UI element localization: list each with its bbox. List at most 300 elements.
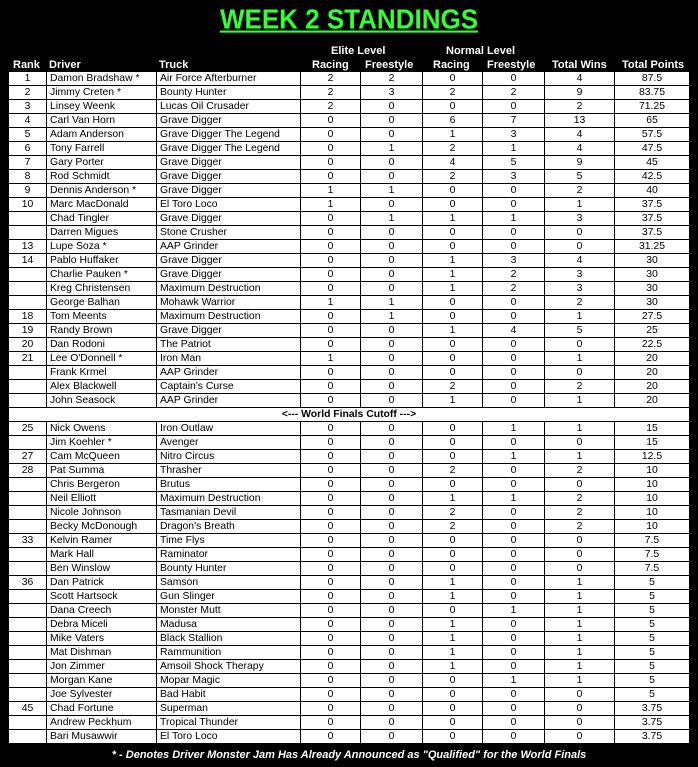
cell-normal-racing: 2 bbox=[423, 86, 483, 100]
cell-elite-racing: 0 bbox=[301, 394, 361, 408]
cell-elite-racing: 0 bbox=[301, 604, 361, 618]
cell-driver: Tony Farrell bbox=[47, 142, 157, 156]
cell-total-wins: 2 bbox=[545, 492, 615, 506]
table-row bbox=[9, 198, 690, 212]
cell-total-wins: 1 bbox=[545, 660, 615, 674]
cell-driver: Dana Creech bbox=[47, 604, 157, 618]
cell-total-points: 5 bbox=[615, 674, 690, 688]
cell-rank bbox=[9, 226, 47, 240]
cell-elite-freestyle: 0 bbox=[361, 240, 423, 254]
cell-total-wins: 0 bbox=[545, 716, 615, 730]
cell-total-wins: 0 bbox=[545, 478, 615, 492]
cell-elite-racing: 0 bbox=[301, 268, 361, 282]
cell-driver: Charlie Pauken * bbox=[47, 268, 157, 282]
cell-elite-freestyle: 0 bbox=[361, 422, 423, 436]
header-normal-level: Normal Level bbox=[446, 45, 516, 57]
cell-rank bbox=[9, 590, 47, 604]
cell-rank bbox=[9, 394, 47, 408]
cell-rank: 18 bbox=[9, 310, 47, 324]
cell-normal-freestyle: 7 bbox=[483, 114, 545, 128]
cell-total-points: 5 bbox=[615, 590, 690, 604]
cell-truck: AAP Grinder bbox=[157, 366, 301, 380]
cell-elite-freestyle: 0 bbox=[361, 380, 423, 394]
cell-rank: 19 bbox=[9, 324, 47, 338]
cell-rank: 7 bbox=[9, 156, 47, 170]
cell-rank: 14 bbox=[9, 254, 47, 268]
cell-rank bbox=[9, 296, 47, 310]
cell-truck: Avenger bbox=[157, 436, 301, 450]
cell-truck: Nitro Circus bbox=[157, 450, 301, 464]
cell-rank: 20 bbox=[9, 338, 47, 352]
cell-rank: 8 bbox=[9, 170, 47, 184]
cell-elite-racing: 0 bbox=[301, 254, 361, 268]
cell-total-points: 37.5 bbox=[615, 212, 690, 226]
cell-driver: John Seasock bbox=[47, 394, 157, 408]
cell-normal-racing: 0 bbox=[423, 296, 483, 310]
table-row bbox=[9, 170, 690, 184]
table-row bbox=[9, 338, 690, 352]
cell-driver: George Balhan bbox=[47, 296, 157, 310]
cell-truck: AAP Grinder bbox=[157, 394, 301, 408]
cell-driver: Marc MacDonald bbox=[47, 198, 157, 212]
cell-normal-racing: 1 bbox=[423, 268, 483, 282]
cell-normal-racing: 0 bbox=[423, 72, 483, 86]
header-truck: Truck bbox=[159, 59, 189, 71]
cell-elite-freestyle: 0 bbox=[361, 520, 423, 534]
cell-total-points: 3.75 bbox=[615, 702, 690, 716]
cell-rank: 45 bbox=[9, 702, 47, 716]
cell-elite-freestyle: 0 bbox=[361, 254, 423, 268]
cell-normal-freestyle: 0 bbox=[483, 366, 545, 380]
cell-total-points: 5 bbox=[615, 660, 690, 674]
cell-total-points: 30 bbox=[615, 296, 690, 310]
header-normal-freestyle: Freestyle bbox=[487, 59, 536, 71]
table-row bbox=[9, 212, 690, 226]
cell-total-points: 20 bbox=[615, 366, 690, 380]
cell-normal-freestyle: 3 bbox=[483, 254, 545, 268]
cell-total-points: 30 bbox=[615, 268, 690, 282]
cell-total-points: 20 bbox=[615, 352, 690, 366]
cell-total-points: 3.75 bbox=[615, 716, 690, 730]
cell-elite-racing: 0 bbox=[301, 618, 361, 632]
cell-normal-racing: 2 bbox=[423, 464, 483, 478]
cell-normal-freestyle: 0 bbox=[483, 576, 545, 590]
cell-elite-racing: 0 bbox=[301, 380, 361, 394]
cell-rank bbox=[9, 632, 47, 646]
table-row bbox=[9, 128, 690, 142]
cell-total-points: 5 bbox=[615, 688, 690, 702]
cell-elite-freestyle: 1 bbox=[361, 212, 423, 226]
cell-total-wins: 1 bbox=[545, 646, 615, 660]
cell-driver: Lupe Soza * bbox=[47, 240, 157, 254]
table-row bbox=[9, 506, 690, 520]
table-row bbox=[9, 716, 690, 730]
cell-total-wins: 2 bbox=[545, 296, 615, 310]
cell-elite-freestyle: 0 bbox=[361, 226, 423, 240]
cell-normal-racing: 2 bbox=[423, 142, 483, 156]
cell-elite-racing: 0 bbox=[301, 632, 361, 646]
cell-total-points: 10 bbox=[615, 492, 690, 506]
cell-total-points: 7.5 bbox=[615, 562, 690, 576]
cell-truck: Grave Digger bbox=[157, 170, 301, 184]
cell-truck: Amsoil Shock Therapy bbox=[157, 660, 301, 674]
cell-normal-freestyle: 0 bbox=[483, 296, 545, 310]
cell-normal-racing: 1 bbox=[423, 282, 483, 296]
table-row bbox=[9, 72, 690, 86]
cell-normal-freestyle: 1 bbox=[483, 212, 545, 226]
cell-elite-freestyle: 2 bbox=[361, 72, 423, 86]
cell-normal-racing: 1 bbox=[423, 632, 483, 646]
cell-normal-racing: 0 bbox=[423, 198, 483, 212]
cell-driver: Kelvin Ramer bbox=[47, 534, 157, 548]
cell-normal-freestyle: 0 bbox=[483, 478, 545, 492]
cell-total-points: 30 bbox=[615, 254, 690, 268]
cell-normal-racing: 1 bbox=[423, 576, 483, 590]
cell-elite-racing: 0 bbox=[301, 450, 361, 464]
table-row bbox=[9, 674, 690, 688]
cell-total-points: 5 bbox=[615, 618, 690, 632]
cell-rank: 33 bbox=[9, 534, 47, 548]
cell-normal-racing: 1 bbox=[423, 324, 483, 338]
table-row bbox=[9, 240, 690, 254]
cell-normal-racing: 0 bbox=[423, 310, 483, 324]
cell-rank bbox=[9, 562, 47, 576]
cell-total-points: 87.5 bbox=[615, 72, 690, 86]
cell-total-wins: 1 bbox=[545, 422, 615, 436]
cell-driver: Mike Vaters bbox=[47, 632, 157, 646]
cell-total-points: 15 bbox=[615, 422, 690, 436]
cell-driver: Pablo Huffaker bbox=[47, 254, 157, 268]
cell-total-wins: 2 bbox=[545, 464, 615, 478]
cell-normal-freestyle: 0 bbox=[483, 702, 545, 716]
cell-elite-freestyle: 0 bbox=[361, 128, 423, 142]
cell-normal-freestyle: 0 bbox=[483, 184, 545, 198]
cell-normal-freestyle: 0 bbox=[483, 618, 545, 632]
cell-truck: Tasmanian Devil bbox=[157, 506, 301, 520]
cell-truck: El Toro Loco bbox=[157, 730, 301, 744]
cell-elite-racing: 1 bbox=[301, 296, 361, 310]
cell-total-points: 10 bbox=[615, 464, 690, 478]
cell-normal-racing: 0 bbox=[423, 534, 483, 548]
cell-total-wins: 2 bbox=[545, 520, 615, 534]
cell-normal-freestyle: 1 bbox=[483, 604, 545, 618]
cell-elite-racing: 0 bbox=[301, 506, 361, 520]
cell-normal-freestyle: 0 bbox=[483, 730, 545, 744]
cell-normal-racing: 4 bbox=[423, 156, 483, 170]
cell-normal-freestyle: 0 bbox=[483, 464, 545, 478]
cell-elite-freestyle: 0 bbox=[361, 366, 423, 380]
cell-rank: 9 bbox=[9, 184, 47, 198]
cell-total-points: 10 bbox=[615, 520, 690, 534]
cell-elite-freestyle: 1 bbox=[361, 296, 423, 310]
cell-elite-racing: 0 bbox=[301, 240, 361, 254]
cell-normal-racing: 0 bbox=[423, 450, 483, 464]
cell-driver: Kreg Christensen bbox=[47, 282, 157, 296]
cell-normal-racing: 0 bbox=[423, 240, 483, 254]
table-row bbox=[9, 632, 690, 646]
cell-normal-racing: 0 bbox=[423, 436, 483, 450]
cell-elite-freestyle: 0 bbox=[361, 282, 423, 296]
cell-driver: Andrew Peckhum bbox=[47, 716, 157, 730]
table-row bbox=[9, 576, 690, 590]
cell-rank bbox=[9, 436, 47, 450]
cell-total-wins: 2 bbox=[545, 380, 615, 394]
cell-truck: Madusa bbox=[157, 618, 301, 632]
cell-normal-racing: 2 bbox=[423, 170, 483, 184]
cell-truck: Mohawk Warrior bbox=[157, 296, 301, 310]
cell-normal-racing: 1 bbox=[423, 618, 483, 632]
cell-total-wins: 0 bbox=[545, 562, 615, 576]
cell-total-points: 7.5 bbox=[615, 534, 690, 548]
cell-normal-racing: 0 bbox=[423, 352, 483, 366]
cell-truck: Gun Slinger bbox=[157, 590, 301, 604]
cell-driver: Dan Rodoni bbox=[47, 338, 157, 352]
cell-rank: 21 bbox=[9, 352, 47, 366]
table-row bbox=[9, 114, 690, 128]
cell-truck: Grave Digger The Legend bbox=[157, 142, 301, 156]
cell-total-points: 45 bbox=[615, 156, 690, 170]
cell-elite-freestyle: 1 bbox=[361, 142, 423, 156]
cell-normal-racing: 0 bbox=[423, 338, 483, 352]
cell-normal-freestyle: 0 bbox=[483, 100, 545, 114]
cell-normal-racing: 0 bbox=[423, 422, 483, 436]
cell-elite-freestyle: 0 bbox=[361, 324, 423, 338]
cell-total-wins: 2 bbox=[545, 100, 615, 114]
cell-total-points: 65 bbox=[615, 114, 690, 128]
cell-normal-racing: 1 bbox=[423, 128, 483, 142]
cell-elite-racing: 2 bbox=[301, 100, 361, 114]
cell-normal-racing: 0 bbox=[423, 688, 483, 702]
cell-elite-freestyle: 0 bbox=[361, 268, 423, 282]
cell-truck: Superman bbox=[157, 702, 301, 716]
page-title: WEEK 2 STANDINGS bbox=[219, 3, 479, 35]
cell-normal-racing: 0 bbox=[423, 100, 483, 114]
cell-normal-freestyle: 0 bbox=[483, 198, 545, 212]
cell-elite-racing: 0 bbox=[301, 464, 361, 478]
table-row bbox=[9, 296, 690, 310]
cell-rank bbox=[9, 660, 47, 674]
cell-total-points: 42.5 bbox=[615, 170, 690, 184]
cell-elite-racing: 0 bbox=[301, 114, 361, 128]
cell-total-wins: 1 bbox=[545, 618, 615, 632]
cutoff-row bbox=[9, 408, 690, 422]
cell-driver: Pat Summa bbox=[47, 464, 157, 478]
cell-normal-freestyle: 3 bbox=[483, 128, 545, 142]
table-row bbox=[9, 688, 690, 702]
cell-rank: 4 bbox=[9, 114, 47, 128]
cell-total-points: 5 bbox=[615, 576, 690, 590]
cell-normal-racing: 0 bbox=[423, 716, 483, 730]
cell-total-points: 5 bbox=[615, 604, 690, 618]
cell-driver: Neil Elliott bbox=[47, 492, 157, 506]
cell-normal-freestyle: 0 bbox=[483, 240, 545, 254]
cell-total-wins: 0 bbox=[545, 730, 615, 744]
cell-elite-racing: 0 bbox=[301, 436, 361, 450]
cell-total-wins: 0 bbox=[545, 366, 615, 380]
cell-elite-racing: 0 bbox=[301, 226, 361, 240]
cell-total-points: 15 bbox=[615, 436, 690, 450]
cell-elite-freestyle: 0 bbox=[361, 464, 423, 478]
cell-driver: Chad Fortune bbox=[47, 702, 157, 716]
cell-total-points: 25 bbox=[615, 324, 690, 338]
cell-driver: Mark Hall bbox=[47, 548, 157, 562]
header-driver: Driver bbox=[49, 59, 81, 71]
cell-normal-racing: 2 bbox=[423, 380, 483, 394]
cell-truck: Monster Mutt bbox=[157, 604, 301, 618]
cell-total-wins: 1 bbox=[545, 674, 615, 688]
table-row bbox=[9, 352, 690, 366]
cell-total-wins: 0 bbox=[545, 436, 615, 450]
header-total-points: Total Points bbox=[622, 59, 685, 71]
cell-elite-racing: 0 bbox=[301, 730, 361, 744]
table-row bbox=[9, 282, 690, 296]
cell-rank bbox=[9, 380, 47, 394]
cell-elite-freestyle: 0 bbox=[361, 394, 423, 408]
cell-elite-racing: 0 bbox=[301, 716, 361, 730]
cell-truck: Maximum Destruction bbox=[157, 310, 301, 324]
cell-rank bbox=[9, 478, 47, 492]
cell-total-wins: 0 bbox=[545, 240, 615, 254]
cell-elite-racing: 0 bbox=[301, 478, 361, 492]
cell-truck: Brutus bbox=[157, 478, 301, 492]
cell-total-wins: 5 bbox=[545, 324, 615, 338]
cell-truck: Bounty Hunter bbox=[157, 562, 301, 576]
cell-elite-freestyle: 0 bbox=[361, 450, 423, 464]
cell-driver: Joe Sylvester bbox=[47, 688, 157, 702]
cell-truck: Air Force Afterburner bbox=[157, 72, 301, 86]
standings-body bbox=[9, 72, 690, 744]
cell-truck: Mopar Magic bbox=[157, 674, 301, 688]
cell-driver: Alex Blackwell bbox=[47, 380, 157, 394]
cell-elite-racing: 0 bbox=[301, 212, 361, 226]
cell-rank: 13 bbox=[9, 240, 47, 254]
cell-truck: Captain's Curse bbox=[157, 380, 301, 394]
cell-elite-racing: 2 bbox=[301, 86, 361, 100]
cell-driver: Gary Porter bbox=[47, 156, 157, 170]
table-row bbox=[9, 436, 690, 450]
cell-elite-racing: 1 bbox=[301, 352, 361, 366]
cell-elite-racing: 1 bbox=[301, 184, 361, 198]
cell-truck: Thrasher bbox=[157, 464, 301, 478]
cell-elite-freestyle: 0 bbox=[361, 100, 423, 114]
cell-elite-racing: 0 bbox=[301, 590, 361, 604]
cell-total-wins: 1 bbox=[545, 310, 615, 324]
cell-total-wins: 0 bbox=[545, 338, 615, 352]
cell-elite-racing: 0 bbox=[301, 422, 361, 436]
cell-truck: Tropical Thunder bbox=[157, 716, 301, 730]
cell-normal-racing: 1 bbox=[423, 394, 483, 408]
cell-driver: Debra Miceli bbox=[47, 618, 157, 632]
cell-normal-freestyle: 1 bbox=[483, 142, 545, 156]
table-row bbox=[9, 184, 690, 198]
cell-elite-racing: 0 bbox=[301, 128, 361, 142]
cell-elite-freestyle: 0 bbox=[361, 632, 423, 646]
table-row bbox=[9, 702, 690, 716]
table-row bbox=[9, 660, 690, 674]
cell-normal-racing: 2 bbox=[423, 520, 483, 534]
cell-normal-freestyle: 0 bbox=[483, 226, 545, 240]
cell-total-wins: 5 bbox=[545, 170, 615, 184]
cell-elite-freestyle: 0 bbox=[361, 688, 423, 702]
table-row bbox=[9, 254, 690, 268]
cell-normal-racing: 0 bbox=[423, 226, 483, 240]
cell-truck: Iron Man bbox=[157, 352, 301, 366]
cell-truck: Bad Habit bbox=[157, 688, 301, 702]
table-row bbox=[9, 478, 690, 492]
cell-normal-racing: 0 bbox=[423, 548, 483, 562]
cell-truck: Stone Crusher bbox=[157, 226, 301, 240]
table-row bbox=[9, 86, 690, 100]
cell-elite-freestyle: 0 bbox=[361, 198, 423, 212]
cell-truck: Iron Outlaw bbox=[157, 422, 301, 436]
cell-truck: Grave Digger bbox=[157, 212, 301, 226]
cell-elite-freestyle: 1 bbox=[361, 310, 423, 324]
cell-rank bbox=[9, 646, 47, 660]
cell-normal-freestyle: 0 bbox=[483, 506, 545, 520]
cell-total-wins: 0 bbox=[545, 534, 615, 548]
cell-total-points: 30 bbox=[615, 282, 690, 296]
cell-driver: Mat Dishman bbox=[47, 646, 157, 660]
cell-rank bbox=[9, 548, 47, 562]
cell-normal-freestyle: 0 bbox=[483, 380, 545, 394]
cell-total-wins: 9 bbox=[545, 86, 615, 100]
cell-driver: Scott Hartsock bbox=[47, 590, 157, 604]
cell-elite-freestyle: 0 bbox=[361, 730, 423, 744]
table-row bbox=[9, 604, 690, 618]
cell-driver: Frank Krmel bbox=[47, 366, 157, 380]
cell-driver: Jim Koehler * bbox=[47, 436, 157, 450]
table-row bbox=[9, 394, 690, 408]
cell-total-points: 71.25 bbox=[615, 100, 690, 114]
cell-driver: Rod Schmidt bbox=[47, 170, 157, 184]
cell-normal-racing: 1 bbox=[423, 254, 483, 268]
cell-driver: Nick Owens bbox=[47, 422, 157, 436]
footer-note: * - Denotes Driver Monster Jam Has Already Announced as "Qualified" for the World Finals bbox=[111, 749, 587, 761]
cell-total-wins: 3 bbox=[545, 212, 615, 226]
cell-elite-racing: 0 bbox=[301, 688, 361, 702]
cell-normal-freestyle: 0 bbox=[483, 660, 545, 674]
table-row bbox=[9, 310, 690, 324]
cell-elite-freestyle: 0 bbox=[361, 114, 423, 128]
cell-rank: 1 bbox=[9, 72, 47, 86]
cell-elite-freestyle: 0 bbox=[361, 674, 423, 688]
header-elite-freestyle: Freestyle bbox=[365, 59, 414, 71]
cell-rank bbox=[9, 212, 47, 226]
cell-normal-racing: 0 bbox=[423, 730, 483, 744]
cell-total-points: 22.5 bbox=[615, 338, 690, 352]
cell-elite-freestyle: 0 bbox=[361, 660, 423, 674]
cell-normal-freestyle: 1 bbox=[483, 492, 545, 506]
cell-driver: Nicole Johnson bbox=[47, 506, 157, 520]
cell-elite-freestyle: 0 bbox=[361, 618, 423, 632]
cell-elite-racing: 0 bbox=[301, 548, 361, 562]
table-row bbox=[9, 534, 690, 548]
cell-total-points: 27.5 bbox=[615, 310, 690, 324]
cutoff-label: <--- World Finals Cutoff ---> bbox=[9, 408, 690, 422]
cell-truck: Bounty Hunter bbox=[157, 86, 301, 100]
cell-total-points: 20 bbox=[615, 380, 690, 394]
cell-normal-racing: 1 bbox=[423, 660, 483, 674]
cell-normal-racing: 1 bbox=[423, 646, 483, 660]
cell-elite-freestyle: 0 bbox=[361, 590, 423, 604]
cell-elite-racing: 0 bbox=[301, 534, 361, 548]
table-row bbox=[9, 646, 690, 660]
cell-driver: Adam Anderson bbox=[47, 128, 157, 142]
cell-elite-racing: 1 bbox=[301, 198, 361, 212]
cell-truck: Lucas Oil Crusader bbox=[157, 100, 301, 114]
cell-normal-freestyle: 0 bbox=[483, 548, 545, 562]
cell-total-wins: 13 bbox=[545, 114, 615, 128]
